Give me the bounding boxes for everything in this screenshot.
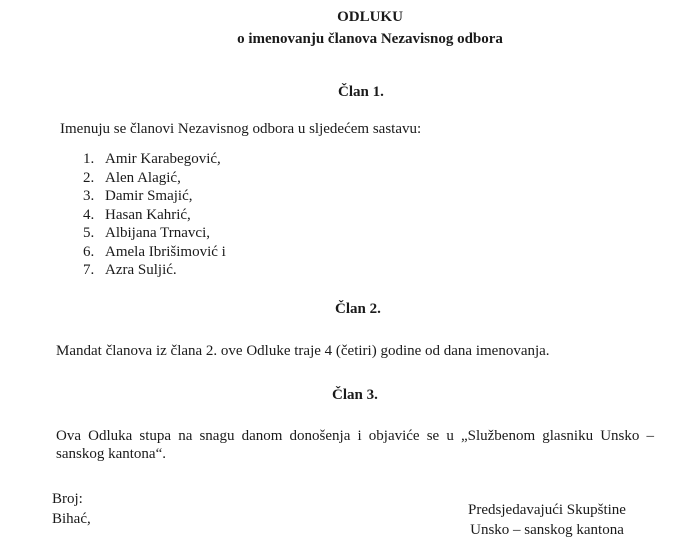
list-item-number: 1. bbox=[83, 151, 95, 167]
article-1-intro: Imenuju se članovi Nezavisnog odbora u sljedećem sastavu: bbox=[60, 121, 422, 137]
list-item bbox=[83, 187, 226, 206]
list-item-number: 2. bbox=[83, 169, 95, 186]
member-name: Damir Smajić, bbox=[105, 188, 193, 204]
signatory-institution: Unsko – sanskog kantona bbox=[470, 522, 624, 538]
member-name: Azra Suljić. bbox=[105, 262, 177, 278]
list-item-number: 3. bbox=[83, 188, 95, 204]
list-item bbox=[83, 150, 226, 169]
document-title: ODLUKU bbox=[337, 9, 403, 25]
place-label: Bihać, bbox=[52, 511, 91, 527]
list-item bbox=[83, 243, 226, 262]
document-reference-block bbox=[52, 489, 91, 529]
member-list bbox=[83, 150, 226, 280]
list-item-number: 4. bbox=[83, 206, 95, 223]
member-name: Albijana Trnavci, bbox=[105, 225, 210, 241]
member-name: Alen Alagić, bbox=[105, 169, 181, 186]
article-1-heading: Član 1. bbox=[338, 84, 384, 100]
member-name: Amir Karabegović, bbox=[105, 151, 221, 167]
article-3-heading: Član 3. bbox=[332, 387, 378, 403]
list-item-number: 5. bbox=[83, 225, 95, 241]
number-label: Broj: bbox=[52, 491, 83, 507]
list-item bbox=[83, 224, 226, 243]
member-name: Amela Ibrišimović i bbox=[105, 243, 226, 260]
list-item bbox=[83, 261, 226, 280]
list-item bbox=[83, 169, 226, 188]
article-2-heading: Član 2. bbox=[335, 301, 381, 317]
article-3-text: Ova Odluka stupa na snagu danom donošenja i objaviće se u „Službenom glasniku Unsko – sanskog kantona“. bbox=[56, 428, 654, 462]
document-subtitle: o imenovanju članova Nezavisnog odbora bbox=[237, 31, 503, 47]
member-name: Hasan Kahrić, bbox=[105, 206, 191, 223]
article-2-text: Mandat članova iz člana 2. ove Odluke traje 4 (četiri) godine od dana imenovanja. bbox=[56, 343, 550, 359]
signatory-block bbox=[440, 500, 654, 540]
list-item-number: 6. bbox=[83, 243, 95, 260]
list-item-number: 7. bbox=[83, 262, 95, 278]
list-item bbox=[83, 206, 226, 225]
signatory-title: Predsjedavajući Skupštine bbox=[468, 502, 626, 518]
